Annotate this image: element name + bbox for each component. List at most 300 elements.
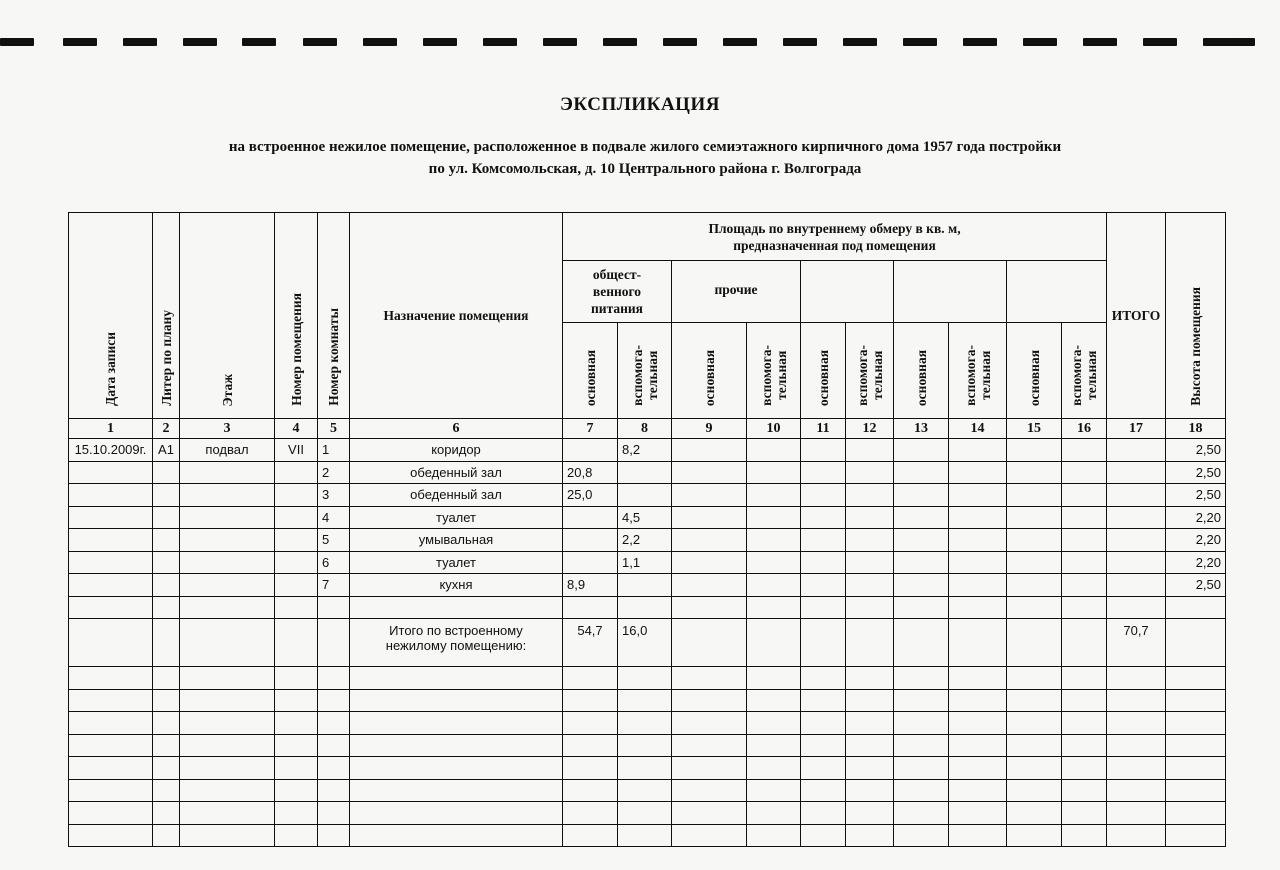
cell-empty	[894, 551, 949, 574]
cell-empty	[275, 734, 318, 757]
cell-empty	[1007, 461, 1062, 484]
cell-floor	[180, 484, 275, 507]
header-aux-14: вспомога- тельная	[949, 323, 1007, 419]
cell-catering-aux: 2,2	[618, 529, 672, 552]
cell-empty	[1107, 529, 1166, 552]
cell-empty	[949, 667, 1007, 690]
cell-empty	[1107, 802, 1166, 825]
cell-room: 6	[318, 551, 350, 574]
column-number: 18	[1166, 419, 1226, 439]
cell-empty	[1007, 551, 1062, 574]
cell-catering-aux: 8,2	[618, 439, 672, 462]
cell-empty	[1062, 667, 1107, 690]
cell-empty	[563, 779, 618, 802]
cell-empty	[1107, 574, 1166, 597]
cell-empty	[1062, 574, 1107, 597]
cell-empty	[801, 529, 846, 552]
cell-room: 2	[318, 461, 350, 484]
cell-empty	[1166, 734, 1226, 757]
cell-empty	[949, 802, 1007, 825]
header-room-number: Номер комнаты	[318, 213, 350, 419]
cell-empty	[69, 802, 153, 825]
header-aux-8: вспомога- тельная	[618, 323, 672, 419]
cell-empty	[949, 712, 1007, 735]
cell-empty	[747, 667, 801, 690]
cell-empty	[1007, 757, 1062, 780]
cell-floor	[180, 551, 275, 574]
cell-empty	[846, 712, 894, 735]
cell-empty	[672, 734, 747, 757]
cell-empty	[672, 484, 747, 507]
header-other: прочие	[672, 261, 801, 323]
cell-empty	[801, 779, 846, 802]
column-number: 17	[1107, 419, 1166, 439]
perforation-mark	[423, 38, 457, 46]
cell-empty	[801, 802, 846, 825]
perforation-mark	[843, 38, 877, 46]
cell-empty	[894, 619, 949, 667]
cell-empty	[801, 824, 846, 847]
perforation-mark	[1023, 38, 1057, 46]
cell-empty	[350, 734, 563, 757]
cell-empty	[1107, 824, 1166, 847]
cell-liter	[153, 484, 180, 507]
cell-empty	[1007, 667, 1062, 690]
cell-premise	[275, 551, 318, 574]
table-row	[69, 439, 1226, 462]
perforation-mark	[603, 38, 637, 46]
cell-empty	[618, 824, 672, 847]
cell-empty	[618, 779, 672, 802]
cell-liter	[153, 461, 180, 484]
cell-empty	[1062, 712, 1107, 735]
cell-date	[69, 461, 153, 484]
cell-catering-aux	[618, 484, 672, 507]
total-catering-aux: 16,0	[618, 619, 672, 667]
subtitle-line-2: по ул. Комсомольская, д. 10 Центрального района г. Волгограда	[428, 161, 862, 177]
cell-empty	[747, 574, 801, 597]
header-area-group: Площадь по внутреннему обмеру в кв. м, предназначенная под помещения	[563, 213, 1107, 261]
cell-empty	[894, 802, 949, 825]
cell-empty	[153, 596, 180, 619]
cell-empty	[318, 712, 350, 735]
cell-empty	[846, 551, 894, 574]
header-blank-group-3	[1007, 261, 1107, 323]
cell-empty	[672, 551, 747, 574]
cell-empty	[563, 596, 618, 619]
cell-empty	[1062, 802, 1107, 825]
table-row	[69, 824, 1226, 847]
cell-empty	[747, 802, 801, 825]
cell-purpose: обеденный зал	[350, 461, 563, 484]
cell-height: 2,50	[1166, 461, 1226, 484]
cell-empty	[1007, 619, 1062, 667]
cell-empty	[180, 667, 275, 690]
cell-empty	[672, 712, 747, 735]
cell-floor	[180, 461, 275, 484]
cell-liter	[153, 529, 180, 552]
cell-empty	[801, 574, 846, 597]
table-row	[69, 461, 1226, 484]
header-total: ИТОГО	[1107, 213, 1166, 419]
cell-empty	[949, 596, 1007, 619]
cell-date	[69, 506, 153, 529]
cell-floor	[180, 506, 275, 529]
cell-empty	[153, 757, 180, 780]
cell-height: 2,50	[1166, 484, 1226, 507]
cell-height: 2,20	[1166, 506, 1226, 529]
table-row	[69, 529, 1226, 552]
column-number: 16	[1062, 419, 1107, 439]
cell-empty	[672, 574, 747, 597]
column-number: 2	[153, 419, 180, 439]
header-aux-16: вспомога- тельная	[1062, 323, 1107, 419]
table-row	[69, 484, 1226, 507]
total-label: Итого по встроенному нежилому помещению:	[350, 619, 563, 667]
cell-empty	[618, 734, 672, 757]
cell-empty	[747, 529, 801, 552]
cell-empty	[894, 824, 949, 847]
cell-empty	[894, 712, 949, 735]
cell-empty	[1062, 529, 1107, 552]
cell-empty	[153, 667, 180, 690]
cell-empty	[318, 689, 350, 712]
total-area: 70,7	[1107, 619, 1166, 667]
total-catering-main: 54,7	[563, 619, 618, 667]
cell-empty	[1166, 712, 1226, 735]
column-number: 12	[846, 419, 894, 439]
cell-empty	[563, 802, 618, 825]
cell-empty	[69, 689, 153, 712]
cell-empty	[846, 667, 894, 690]
cell-empty	[1007, 734, 1062, 757]
cell-empty	[747, 689, 801, 712]
cell-empty	[949, 574, 1007, 597]
header-blank-group-1	[801, 261, 894, 323]
cell-empty	[846, 461, 894, 484]
cell-floor: подвал	[180, 439, 275, 462]
cell-empty	[949, 734, 1007, 757]
cell-empty	[949, 551, 1007, 574]
cell-empty	[69, 824, 153, 847]
cell-empty	[69, 596, 153, 619]
cell-empty	[801, 619, 846, 667]
cell-empty	[846, 484, 894, 507]
cell-empty	[949, 689, 1007, 712]
cell-empty	[1107, 596, 1166, 619]
cell-empty	[180, 802, 275, 825]
cell-empty	[894, 734, 949, 757]
cell-empty	[846, 619, 894, 667]
cell-empty	[801, 506, 846, 529]
cell-date	[69, 529, 153, 552]
cell-empty	[1107, 757, 1166, 780]
cell-empty	[275, 757, 318, 780]
cell-empty	[747, 506, 801, 529]
cell-empty	[894, 779, 949, 802]
cell-empty	[894, 757, 949, 780]
column-number: 3	[180, 419, 275, 439]
cell-empty	[350, 779, 563, 802]
cell-empty	[180, 596, 275, 619]
header-main-9: основная	[672, 323, 747, 419]
cell-empty	[563, 824, 618, 847]
cell-empty	[672, 802, 747, 825]
cell-premise: VII	[275, 439, 318, 462]
cell-empty	[1107, 689, 1166, 712]
cell-empty	[318, 757, 350, 780]
cell-empty	[747, 712, 801, 735]
cell-empty	[1062, 484, 1107, 507]
cell-empty	[1166, 779, 1226, 802]
cell-empty	[618, 757, 672, 780]
cell-room: 5	[318, 529, 350, 552]
cell-empty	[618, 712, 672, 735]
cell-empty	[672, 757, 747, 780]
cell-empty	[894, 439, 949, 462]
cell-catering-aux: 1,1	[618, 551, 672, 574]
perforation-mark	[242, 38, 276, 46]
cell-catering-main	[563, 506, 618, 529]
cell-floor	[180, 574, 275, 597]
cell-empty	[949, 824, 1007, 847]
perforation-mark	[663, 38, 697, 46]
cell-empty	[949, 506, 1007, 529]
cell-empty	[275, 689, 318, 712]
cell-empty	[672, 779, 747, 802]
column-number: 5	[318, 419, 350, 439]
cell-room: 7	[318, 574, 350, 597]
cell-empty	[801, 712, 846, 735]
cell-floor	[180, 529, 275, 552]
cell-empty	[350, 667, 563, 690]
cell-empty	[747, 596, 801, 619]
cell-empty	[1007, 802, 1062, 825]
cell-date	[69, 574, 153, 597]
cell-empty	[1062, 734, 1107, 757]
cell-empty	[318, 734, 350, 757]
cell-empty	[747, 439, 801, 462]
cell-empty	[1062, 461, 1107, 484]
cell-empty	[846, 574, 894, 597]
cell-empty	[1166, 824, 1226, 847]
cell-empty	[1107, 484, 1166, 507]
cell-empty	[1062, 506, 1107, 529]
header-main-15: основная	[1007, 323, 1062, 419]
cell-empty	[275, 779, 318, 802]
cell-empty	[1062, 619, 1107, 667]
cell-empty	[1007, 824, 1062, 847]
cell-empty	[1062, 439, 1107, 462]
cell-empty	[350, 757, 563, 780]
table-row	[69, 757, 1226, 780]
cell-empty	[949, 439, 1007, 462]
cell-empty	[1007, 506, 1062, 529]
cell-empty	[275, 824, 318, 847]
cell-empty	[1107, 439, 1166, 462]
cell-empty	[846, 689, 894, 712]
cell-empty	[153, 619, 180, 667]
perforation-mark	[0, 38, 34, 46]
cell-empty	[672, 529, 747, 552]
cell-liter	[153, 574, 180, 597]
cell-empty	[275, 802, 318, 825]
cell-premise	[275, 484, 318, 507]
cell-empty	[153, 712, 180, 735]
cell-empty	[1107, 506, 1166, 529]
cell-empty	[180, 779, 275, 802]
cell-empty	[275, 667, 318, 690]
cell-empty	[949, 461, 1007, 484]
header-premise-number: Номер помещения	[275, 213, 318, 419]
cell-empty	[318, 802, 350, 825]
cell-empty	[563, 712, 618, 735]
column-number: 8	[618, 419, 672, 439]
cell-empty	[672, 439, 747, 462]
cell-empty	[801, 734, 846, 757]
cell-purpose: обеденный зал	[350, 484, 563, 507]
cell-empty	[894, 461, 949, 484]
header-liter: Литер по плану	[153, 213, 180, 419]
column-number: 11	[801, 419, 846, 439]
cell-empty	[1166, 619, 1226, 667]
cell-empty	[846, 439, 894, 462]
perforation-mark	[123, 38, 157, 46]
cell-catering-aux	[618, 574, 672, 597]
cell-empty	[894, 529, 949, 552]
cell-catering-main: 8,9	[563, 574, 618, 597]
header-main-11: основная	[801, 323, 846, 419]
cell-empty	[350, 689, 563, 712]
cell-empty	[1007, 596, 1062, 619]
column-number: 7	[563, 419, 618, 439]
subtitle-line-1: на встроенное нежилое помещение, расположенное в подвале жилого семиэтажного кирпичного дома 1957 года постройки	[228, 139, 1062, 155]
perforation-mark	[63, 38, 97, 46]
table-body	[69, 439, 1226, 847]
cell-empty	[801, 484, 846, 507]
cell-empty	[747, 619, 801, 667]
header-aux-10: вспомога- тельная	[747, 323, 801, 419]
cell-empty	[846, 734, 894, 757]
cell-empty	[69, 619, 153, 667]
cell-room: 1	[318, 439, 350, 462]
cell-catering-aux	[618, 461, 672, 484]
header-date: Дата записи	[69, 213, 153, 419]
table-row	[69, 574, 1226, 597]
cell-empty	[846, 802, 894, 825]
cell-empty	[1062, 757, 1107, 780]
cell-empty	[801, 596, 846, 619]
cell-empty	[846, 506, 894, 529]
perforation-mark	[723, 38, 757, 46]
cell-empty	[69, 779, 153, 802]
cell-purpose: туалет	[350, 551, 563, 574]
cell-empty	[1166, 802, 1226, 825]
cell-height: 2,50	[1166, 439, 1226, 462]
cell-empty	[747, 757, 801, 780]
cell-empty	[275, 619, 318, 667]
cell-catering-main: 25,0	[563, 484, 618, 507]
column-number: 6	[350, 419, 563, 439]
cell-empty	[894, 484, 949, 507]
cell-empty	[563, 689, 618, 712]
table-row	[69, 802, 1226, 825]
cell-empty	[672, 824, 747, 847]
column-number: 14	[949, 419, 1007, 439]
cell-empty	[672, 667, 747, 690]
cell-empty	[672, 619, 747, 667]
cell-empty	[318, 667, 350, 690]
cell-empty	[1062, 824, 1107, 847]
cell-empty	[180, 619, 275, 667]
cell-empty	[275, 596, 318, 619]
cell-empty	[318, 779, 350, 802]
total-row	[69, 619, 1226, 667]
column-number: 13	[894, 419, 949, 439]
cell-empty	[1062, 596, 1107, 619]
cell-empty	[1166, 689, 1226, 712]
cell-empty	[1107, 461, 1166, 484]
cell-empty	[350, 824, 563, 847]
cell-catering-aux: 4,5	[618, 506, 672, 529]
cell-empty	[318, 619, 350, 667]
cell-empty	[1107, 551, 1166, 574]
table-row	[69, 551, 1226, 574]
table-row	[69, 667, 1226, 690]
cell-empty	[563, 734, 618, 757]
table-row	[69, 596, 1226, 619]
cell-empty	[153, 802, 180, 825]
cell-empty	[894, 596, 949, 619]
cell-empty	[894, 506, 949, 529]
cell-empty	[747, 734, 801, 757]
header-public-catering: общест- венного питания	[563, 261, 672, 323]
cell-empty	[801, 757, 846, 780]
cell-empty	[894, 689, 949, 712]
cell-date	[69, 551, 153, 574]
cell-empty	[1107, 779, 1166, 802]
header-blank-group-2	[894, 261, 1007, 323]
cell-empty	[747, 551, 801, 574]
header-purpose: Назначение помещения	[350, 213, 563, 419]
cell-empty	[1007, 779, 1062, 802]
cell-height: 2,20	[1166, 529, 1226, 552]
cell-purpose: коридор	[350, 439, 563, 462]
cell-date	[69, 484, 153, 507]
cell-empty	[1007, 529, 1062, 552]
cell-liter: А1	[153, 439, 180, 462]
cell-height: 2,20	[1166, 551, 1226, 574]
perforation-mark	[963, 38, 997, 46]
cell-empty	[801, 689, 846, 712]
perforation-mark	[783, 38, 817, 46]
cell-room: 3	[318, 484, 350, 507]
cell-empty	[747, 461, 801, 484]
perforation-mark	[303, 38, 337, 46]
column-number: 10	[747, 419, 801, 439]
cell-catering-main	[563, 439, 618, 462]
cell-empty	[1166, 667, 1226, 690]
cell-empty	[1166, 596, 1226, 619]
header-height: Высота помещения	[1166, 213, 1226, 419]
cell-empty	[275, 712, 318, 735]
cell-empty	[846, 757, 894, 780]
column-number-row	[69, 419, 1226, 439]
cell-empty	[949, 484, 1007, 507]
cell-liter	[153, 506, 180, 529]
cell-empty	[318, 596, 350, 619]
column-number: 1	[69, 419, 153, 439]
